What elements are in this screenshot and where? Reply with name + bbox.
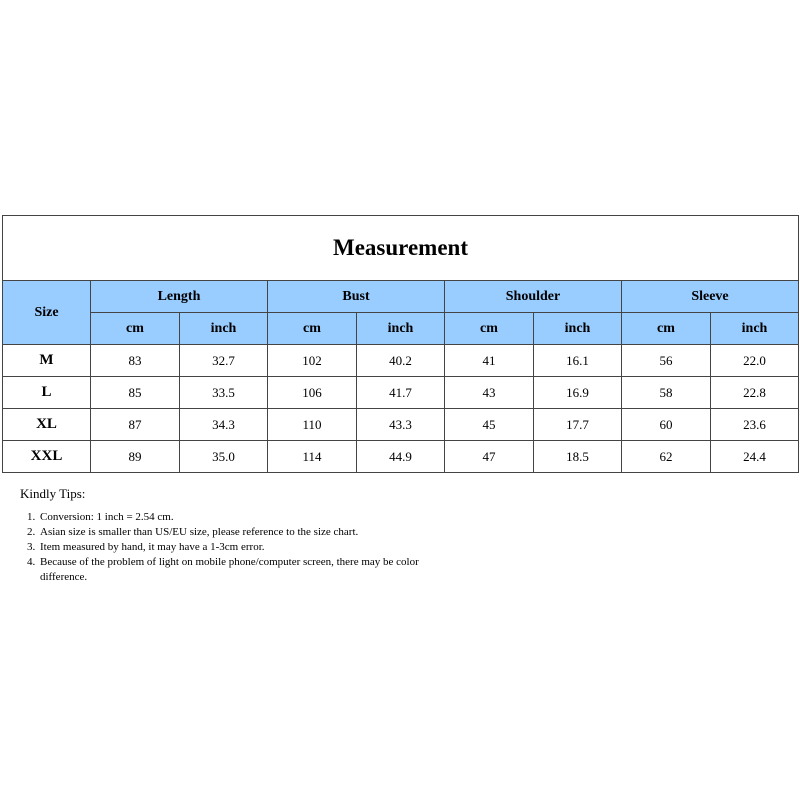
unit-header: inch (534, 313, 622, 345)
size-chart-table (2, 215, 799, 473)
table-cell: 34.3 (180, 409, 268, 441)
table-cell: 83 (91, 345, 180, 377)
table-cell: 24.4 (711, 441, 799, 473)
table-cell: 41.7 (357, 377, 445, 409)
table-cell: 106 (268, 377, 357, 409)
tip-item: 2. Asian size is smaller than US/EU size, please reference to the size chart. (38, 525, 440, 540)
table-row (3, 409, 799, 441)
tips-list (20, 510, 440, 585)
table-cell: 22.0 (711, 345, 799, 377)
table-row (3, 377, 799, 409)
size-label: XL (3, 409, 91, 441)
tip-item: 1. Conversion: 1 inch = 2.54 cm. (38, 510, 440, 525)
table-cell: 58 (622, 377, 711, 409)
table-cell: 22.8 (711, 377, 799, 409)
unit-header: inch (711, 313, 799, 345)
table-cell: 16.9 (534, 377, 622, 409)
table-cell: 23.6 (711, 409, 799, 441)
table-cell: 40.2 (357, 345, 445, 377)
tip-item: 3. Item measured by hand, it may have a 1-3cm error. (38, 540, 440, 555)
table-cell: 47 (445, 441, 534, 473)
table-cell: 41 (445, 345, 534, 377)
table-row (3, 441, 799, 473)
column-group-header: Shoulder (445, 281, 622, 313)
table-cell: 43 (445, 377, 534, 409)
table-cell: 32.7 (180, 345, 268, 377)
table-cell: 114 (268, 441, 357, 473)
table-cell: 56 (622, 345, 711, 377)
table-cell: 102 (268, 345, 357, 377)
unit-header: inch (357, 313, 445, 345)
size-label: XXL (3, 441, 91, 473)
table-row (3, 345, 799, 377)
table-cell: 43.3 (357, 409, 445, 441)
kindly-tips (20, 486, 440, 585)
size-label: M (3, 345, 91, 377)
column-group-header: Sleeve (622, 281, 799, 313)
column-group-header: Bust (268, 281, 445, 313)
table-cell: 85 (91, 377, 180, 409)
table-cell: 62 (622, 441, 711, 473)
table-cell: 18.5 (534, 441, 622, 473)
table-cell: 45 (445, 409, 534, 441)
table-cell: 89 (91, 441, 180, 473)
table-cell: 44.9 (357, 441, 445, 473)
unit-header: inch (180, 313, 268, 345)
table-cell: 35.0 (180, 441, 268, 473)
table-cell: 110 (268, 409, 357, 441)
table-cell: 16.1 (534, 345, 622, 377)
tip-item: 4. Because of the problem of light on mobile phone/computer screen, there may be color difference. (38, 555, 440, 585)
table-cell: 33.5 (180, 377, 268, 409)
tips-title: Kindly Tips: (20, 486, 86, 501)
unit-header: cm (91, 313, 180, 345)
unit-header: cm (268, 313, 357, 345)
unit-header: cm (445, 313, 534, 345)
size-column-header: Size (3, 281, 91, 345)
table-cell: 87 (91, 409, 180, 441)
table-cell: 17.7 (534, 409, 622, 441)
unit-header: cm (622, 313, 711, 345)
column-group-header: Length (91, 281, 268, 313)
table-title: Measurement (3, 216, 799, 281)
size-label: L (3, 377, 91, 409)
table-cell: 60 (622, 409, 711, 441)
